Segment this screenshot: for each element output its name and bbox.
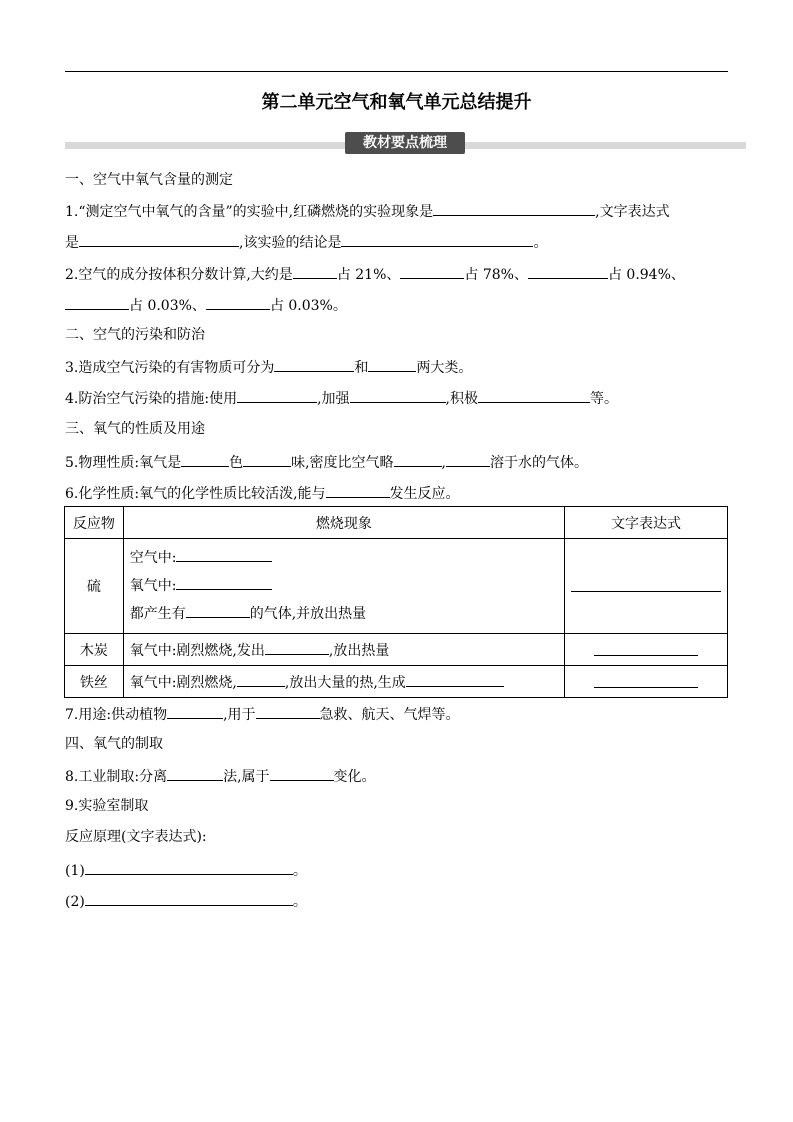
q1-text-b: ,文字表达式 (595, 204, 670, 220)
q2-text-b: 占 21%、 (336, 267, 401, 283)
question-8 (65, 765, 376, 787)
q4-text-c: ,积极 (445, 391, 478, 407)
q4-text-b: ,加强 (317, 391, 350, 407)
q1-blank-conclusion[interactable] (341, 231, 533, 247)
header-phenomenon: 燃烧现象 (123, 507, 564, 539)
q6-blank[interactable] (326, 482, 390, 498)
q8-text-b: 法,属于 (223, 769, 270, 785)
iron-phenomenon (123, 666, 564, 698)
question-9: 9.实验室制取 (65, 798, 149, 814)
question-7 (65, 703, 460, 725)
iron-expression-cell (565, 666, 728, 698)
q1-text-c: 是 (65, 235, 79, 251)
principle-1-period: 。 (292, 863, 307, 879)
q7-blank-2[interactable] (256, 703, 320, 719)
q7-text-c: 急救、航天、气焊等。 (319, 707, 460, 723)
principle-2 (65, 890, 307, 912)
q2-text-d: 占 0.94%、 (607, 267, 685, 283)
sulfur-phenomenon (123, 539, 564, 634)
header-expression: 文字表达式 (565, 507, 728, 539)
q5-text-d: , (441, 455, 446, 471)
q3-blank-1[interactable] (274, 356, 354, 372)
principle-1-blank[interactable] (85, 859, 293, 875)
question-2-line-2 (65, 294, 347, 316)
q5-text-a: 5.物理性质:氧气是 (65, 455, 182, 471)
charcoal-expression-blank[interactable] (594, 640, 698, 656)
q2-text-c: 占 78%、 (464, 267, 528, 283)
q6-text-b: 发生反应。 (389, 486, 460, 502)
question-5 (65, 451, 588, 473)
top-rule (65, 71, 728, 72)
q8-blank-2[interactable] (270, 765, 334, 781)
iron-expression-blank[interactable] (594, 672, 698, 688)
reaction-table (64, 506, 728, 698)
sulfur-expression-cell (565, 539, 728, 634)
charcoal-label-b: ,放出热量 (328, 643, 390, 659)
q5-blank-smell[interactable] (243, 451, 291, 467)
q1-text-e: 。 (533, 235, 548, 251)
q2-blank-2[interactable] (400, 263, 464, 279)
q4-text-a: 4.防治空气污染的措施:使用 (65, 391, 238, 407)
iron-spark-blank[interactable] (237, 671, 285, 687)
sulfur-oxygen-blank[interactable] (176, 574, 272, 590)
q3-blank-2[interactable] (368, 356, 416, 372)
principle-2-label: (2) (65, 894, 85, 910)
section-heading-3: 三、氧气的性质及用途 (65, 421, 205, 437)
q1-text-a: 1.“测定空气中氧气的含量”的实验中,红磷燃烧的实验现象是 (65, 204, 434, 220)
section-badge: 教材要点梳理 (345, 132, 465, 154)
principle-2-period: 。 (292, 894, 307, 910)
iron-label-a: 氧气中:剧烈燃烧, (129, 675, 237, 691)
sulfur-line-air (130, 544, 558, 572)
sulfur-gas-label-a: 都产生有 (129, 606, 186, 622)
sulfur-air-label: 空气中: (129, 550, 177, 566)
sulfur-expression-blank[interactable] (571, 576, 721, 592)
question-1-line-2 (65, 231, 547, 253)
q2-blank-5[interactable] (206, 294, 270, 310)
table-row-charcoal (65, 634, 728, 666)
principle-1-label: (1) (65, 863, 85, 879)
charcoal-expression-cell (565, 634, 728, 666)
question-1-line-1 (65, 200, 670, 222)
charcoal-label-a: 氧气中:剧烈燃烧,发出 (129, 643, 265, 659)
table-row-sulfur (65, 539, 728, 634)
q7-text-b: ,用于 (223, 707, 256, 723)
q3-text-a: 3.造成空气污染的有害物质可分为 (65, 360, 275, 376)
q1-blank-expression[interactable] (79, 231, 239, 247)
sulfur-gas-blank[interactable] (186, 602, 250, 618)
section-heading-4: 四、氧气的制取 (65, 736, 163, 752)
q2-blank-4[interactable] (65, 294, 129, 310)
question-3 (65, 356, 472, 378)
section-heading-1: 一、空气中氧气含量的测定 (65, 172, 233, 188)
charcoal-light-blank[interactable] (265, 639, 329, 655)
section-heading-2: 二、空气的污染和防治 (65, 327, 205, 343)
q5-text-e: 溶于水的气体。 (489, 455, 588, 471)
q4-blank-2[interactable] (350, 387, 446, 403)
q3-text-b: 和 (354, 360, 369, 376)
q6-text-a: 6.化学性质:氧气的化学性质比较活泼,能与 (65, 486, 326, 502)
sulfur-gas-label-b: 的气体,并放出热量 (249, 606, 367, 622)
question-6 (65, 482, 460, 504)
q8-text-a: 8.工业制取:分离 (65, 769, 168, 785)
header-reactant: 反应物 (65, 507, 124, 539)
principle-1 (65, 859, 307, 881)
q2-blank-3[interactable] (528, 263, 608, 279)
q2-text-a: 2.空气的成分按体积分数计算,大约是 (65, 267, 293, 283)
q2-text-e: 占 0.03%、 (129, 298, 206, 314)
q8-blank-1[interactable] (167, 765, 223, 781)
q7-blank-1[interactable] (167, 703, 223, 719)
q5-blank-density[interactable] (394, 451, 442, 467)
q5-blank-color[interactable] (181, 451, 229, 467)
q5-text-c: 味,密度比空气略 (291, 455, 394, 471)
q5-blank-solubility[interactable] (446, 451, 490, 467)
question-4 (65, 387, 618, 409)
charcoal-phenomenon (123, 634, 564, 666)
reactant-charcoal: 木炭 (65, 634, 124, 666)
q1-blank-phenomenon[interactable] (433, 200, 595, 216)
q2-text-f: 占 0.03%。 (269, 298, 347, 314)
reactant-iron: 铁丝 (65, 666, 124, 698)
table-row-iron (65, 666, 728, 698)
question-2-line-1 (65, 263, 685, 285)
q1-text-d: ,该实验的结论是 (239, 235, 342, 251)
page-title: 第二单元空气和氧气单元总结提升 (261, 92, 532, 113)
sulfur-oxygen-label: 氧气中: (129, 578, 177, 594)
reactant-sulfur: 硫 (65, 539, 124, 634)
table-header-row (65, 507, 728, 539)
sulfur-line-gas (130, 600, 558, 628)
iron-product-blank[interactable] (406, 671, 504, 687)
q8-text-c: 变化。 (333, 769, 376, 785)
q7-text-a: 7.用途:供动植物 (65, 707, 168, 723)
q4-blank-3[interactable] (478, 387, 590, 403)
sulfur-air-blank[interactable] (176, 546, 272, 562)
principle-2-blank[interactable] (85, 890, 293, 906)
q2-blank-1[interactable] (293, 263, 337, 279)
iron-label-b: ,放出大量的热,生成 (284, 675, 406, 691)
reaction-principle: 反应原理(文字表达式): (65, 829, 207, 845)
sulfur-line-oxygen (130, 572, 558, 600)
q4-blank-1[interactable] (237, 387, 317, 403)
q4-text-d: 等。 (589, 391, 618, 407)
q5-text-b: 色 (229, 455, 244, 471)
q3-text-c: 两大类。 (416, 360, 473, 376)
